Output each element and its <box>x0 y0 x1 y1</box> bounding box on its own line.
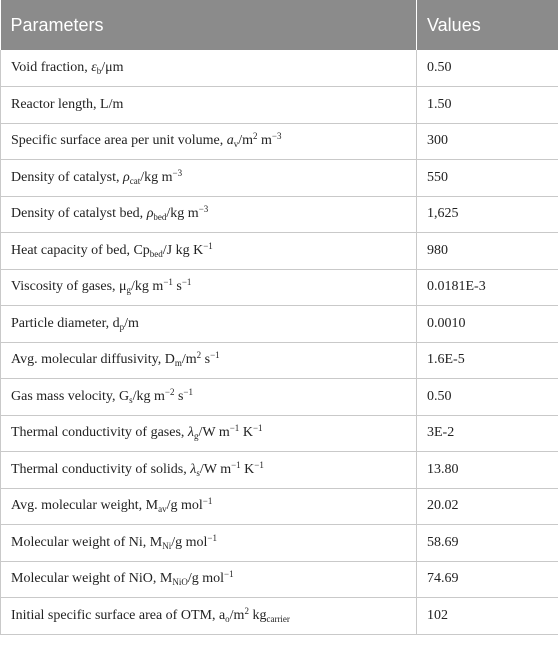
label-superscript: −3 <box>271 131 282 142</box>
label-unit: /kg m <box>140 169 173 185</box>
label-unit: /W m <box>199 461 232 477</box>
value-cell: 58.69 <box>417 525 558 562</box>
label-text: Viscosity of gases, μ <box>11 279 127 295</box>
table-row <box>1 525 558 562</box>
label-superscript: −1 <box>202 496 213 507</box>
value-cell: 13.80 <box>417 452 558 489</box>
label-symbol: λ <box>190 461 197 477</box>
label-subscript: g <box>193 431 199 442</box>
value-cell: 980 <box>417 233 558 270</box>
label-symbol: ε <box>91 60 97 75</box>
label-superscript: 2 <box>244 605 249 616</box>
table-row <box>1 561 558 598</box>
label-subscript: av <box>158 504 167 515</box>
label-superscript: −3 <box>198 204 209 215</box>
value-cell: 300 <box>417 123 558 160</box>
table-row <box>1 269 558 306</box>
label-unit: /W m <box>198 425 230 441</box>
label-subscript: Ni <box>162 540 172 551</box>
value-cell: 3E-2 <box>417 415 558 452</box>
label-subscript: s <box>196 467 200 478</box>
table-header-row <box>1 0 558 50</box>
parameter-cell <box>1 196 417 233</box>
label-superscript: −1 <box>254 459 264 470</box>
value-cell: 74.69 <box>417 561 558 598</box>
label-unit: /m <box>229 607 245 623</box>
label-subscript: v <box>233 139 239 150</box>
label-superscript: −1 <box>210 350 220 361</box>
label-superscript: 2 <box>253 131 258 142</box>
header-values: Values <box>417 0 558 50</box>
label-symbol: a <box>226 133 234 149</box>
label-superscript: −1 <box>183 386 193 397</box>
parameter-cell <box>1 123 417 160</box>
label-unit: /m <box>124 315 139 331</box>
label-unit: /m <box>238 133 254 149</box>
label-unit: /g mol <box>166 498 203 514</box>
label-unit: /J kg K <box>162 242 204 258</box>
label-superscript: −1 <box>229 423 240 434</box>
label-subscript: NiO <box>172 577 188 588</box>
parameter-cell <box>1 269 417 306</box>
label-subscript: carrier <box>266 613 290 624</box>
label-subscript: cat <box>129 175 141 186</box>
parameter-cell <box>1 452 417 489</box>
value-cell: 0.0181E-3 <box>417 269 558 306</box>
parameter-cell <box>1 342 417 379</box>
parameter-cell <box>1 598 417 635</box>
label-text: Particle diameter, d <box>11 315 120 331</box>
label-unit: /μm <box>101 60 124 75</box>
label-unit: K <box>239 425 253 441</box>
label-text: Avg. molecular weight, M <box>11 498 159 514</box>
table-row <box>1 87 558 124</box>
parameter-cell <box>1 561 417 598</box>
label-text: Initial specific surface area of OTM, a <box>11 607 226 623</box>
label-superscript: −1 <box>203 240 213 251</box>
label-unit: s <box>172 279 182 295</box>
label-unit: m <box>257 133 272 149</box>
table-row <box>1 598 558 635</box>
label-subscript: bed <box>153 212 167 223</box>
table-row <box>1 50 558 87</box>
table-row <box>1 488 558 525</box>
label-text: Density of catalyst bed, <box>11 206 147 222</box>
table-row <box>1 342 558 379</box>
label-text: Reactor length, L/m <box>11 96 124 112</box>
parameter-cell <box>1 379 417 416</box>
label-unit: /g mol <box>171 534 208 550</box>
label-superscript: −2 <box>164 386 175 397</box>
header-parameters: Parameters <box>1 0 417 50</box>
label-text: Specific surface area per unit volume, <box>11 133 227 149</box>
label-text: Heat capacity of bed, Cp <box>11 242 150 258</box>
table-row <box>1 415 558 452</box>
parameter-cell <box>1 306 417 343</box>
label-subscript: g <box>126 285 132 296</box>
label-subscript: p <box>119 321 125 332</box>
label-symbol: ρ <box>122 169 130 185</box>
table-row <box>1 452 558 489</box>
label-unit: /kg m <box>131 279 164 295</box>
label-text: Density of catalyst, <box>11 169 123 185</box>
value-cell: 0.0010 <box>417 306 558 343</box>
value-cell: 1.6E-5 <box>417 342 558 379</box>
label-unit: /m <box>181 352 197 368</box>
label-unit: kg <box>248 607 267 623</box>
table-row <box>1 196 558 233</box>
parameter-cell <box>1 160 417 197</box>
value-cell: 20.02 <box>417 488 558 525</box>
parameter-cell <box>1 50 417 87</box>
label-unit: s <box>174 388 184 404</box>
label-symbol: λ <box>187 425 194 441</box>
parameter-cell <box>1 525 417 562</box>
label-superscript: −3 <box>172 167 183 178</box>
label-text: Thermal conductivity of gases, <box>11 425 188 441</box>
label-superscript: −1 <box>207 532 217 543</box>
label-subscript: bed <box>149 248 163 259</box>
label-text: Molecular weight of Ni, M <box>11 534 163 550</box>
parameter-cell <box>1 488 417 525</box>
value-cell: 0.50 <box>417 379 558 416</box>
label-subscript: m <box>174 358 182 369</box>
table-row <box>1 306 558 343</box>
value-cell: 1.50 <box>417 87 558 124</box>
label-symbol: ρ <box>146 206 154 222</box>
value-cell: 550 <box>417 160 558 197</box>
label-text: Gas mass velocity, G <box>11 388 130 404</box>
label-subscript: b <box>96 66 102 76</box>
table-row <box>1 233 558 270</box>
label-text: Thermal conductivity of solids, <box>11 461 191 477</box>
value-cell: 1,625 <box>417 196 558 233</box>
parameter-cell <box>1 87 417 124</box>
value-cell: 0.50 <box>417 50 558 87</box>
table-row <box>1 160 558 197</box>
label-unit: /kg m <box>166 206 199 222</box>
table-row <box>1 123 558 160</box>
label-superscript: −1 <box>163 277 173 288</box>
label-superscript: −1 <box>181 277 192 288</box>
value-cell: 102 <box>417 598 558 635</box>
label-superscript: −1 <box>224 569 234 580</box>
label-superscript: −1 <box>252 423 263 434</box>
label-unit: s <box>201 352 211 368</box>
label-unit: /kg m <box>132 388 165 404</box>
label-text: Avg. molecular diffusivity, D <box>11 352 175 368</box>
label-text: Void fraction, <box>11 60 92 75</box>
parameter-cell <box>1 415 417 452</box>
label-subscript: s <box>129 394 133 405</box>
label-unit: /g mol <box>187 571 225 587</box>
table-row <box>1 379 558 416</box>
label-unit: K <box>240 461 255 477</box>
label-text: Molecular weight of NiO, M <box>11 571 173 587</box>
label-subscript: o <box>225 613 230 624</box>
label-superscript: 2 <box>196 350 202 361</box>
parameter-cell <box>1 233 417 270</box>
label-superscript: −1 <box>231 459 241 470</box>
